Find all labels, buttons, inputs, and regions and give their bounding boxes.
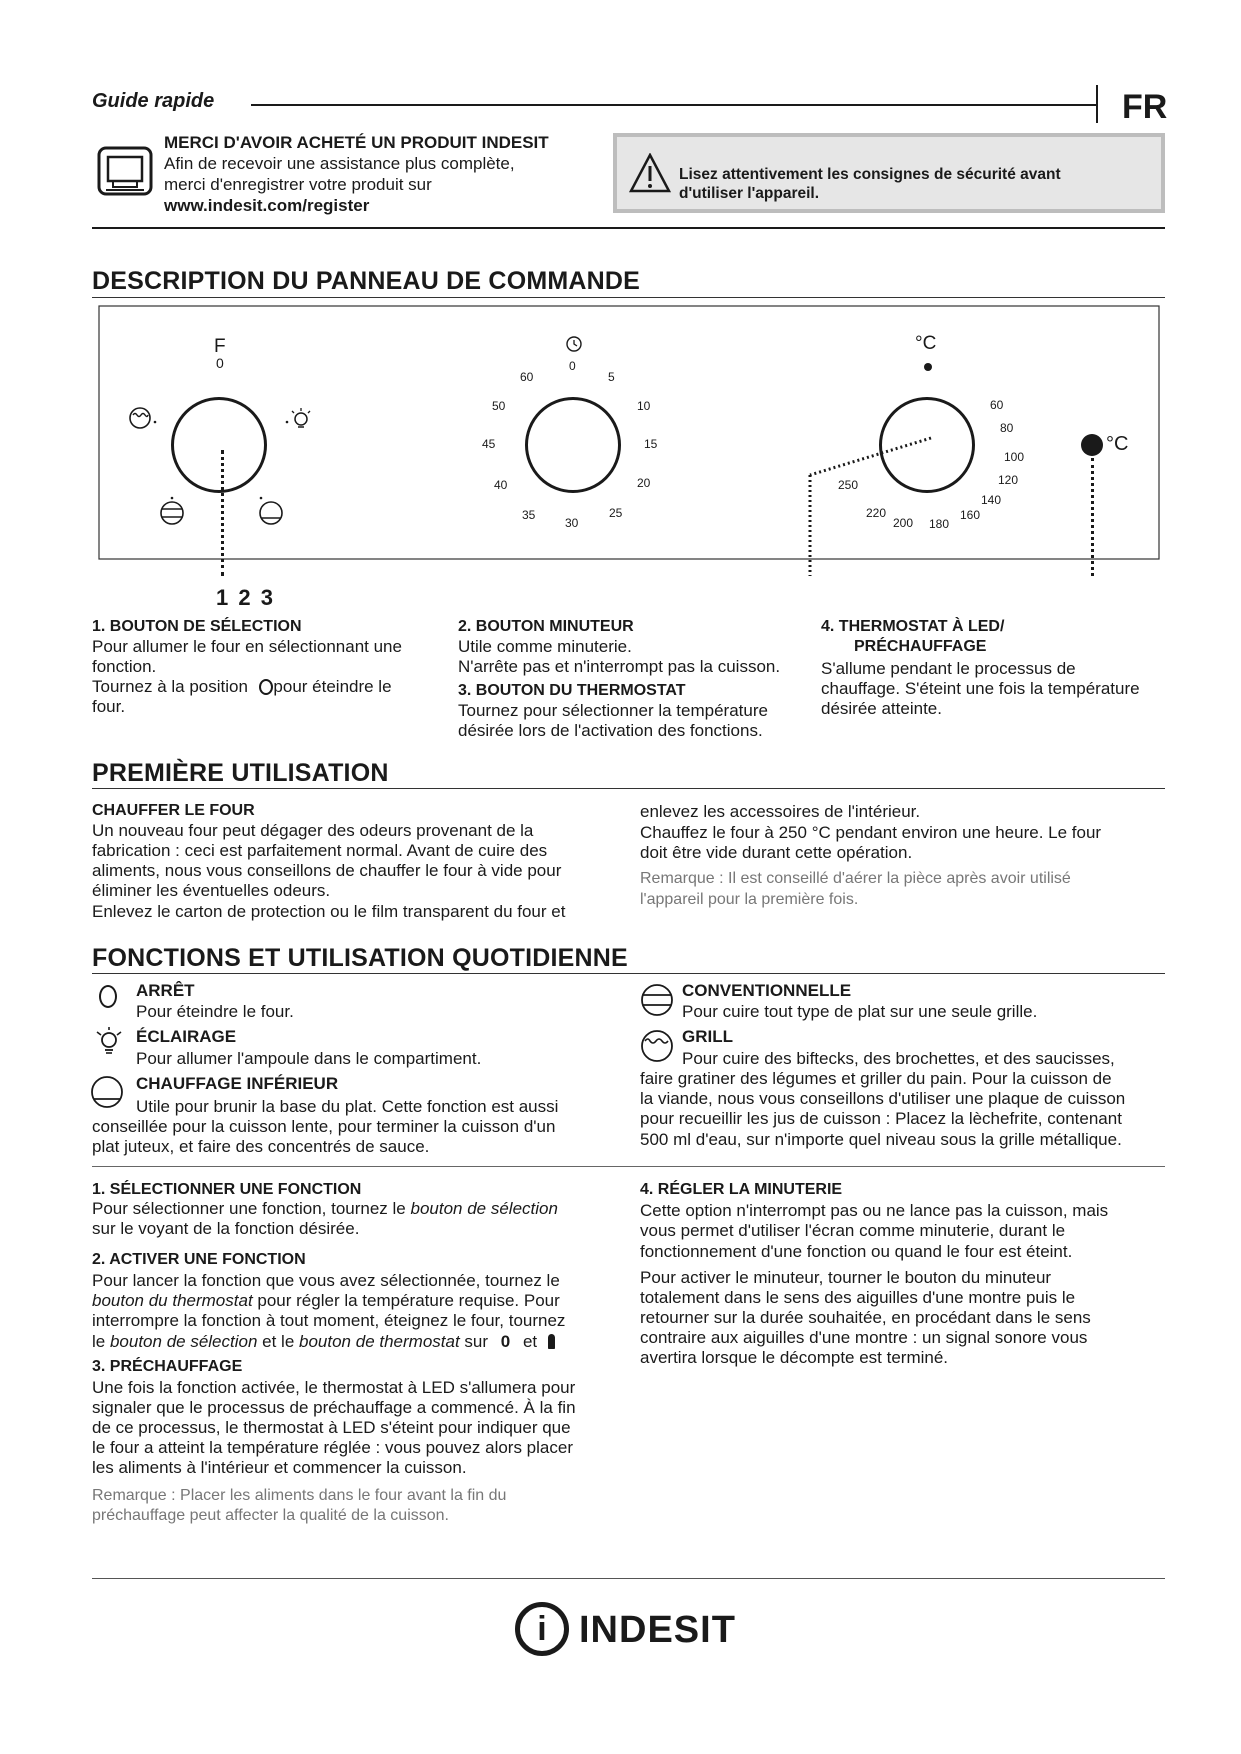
control1-line3-b: pour éteindre le [273,677,392,696]
register-line2: merci d'enregistrer votre produit sur [164,175,432,194]
step3-note-line: Remarque : Placer les aliments dans le four avant la fin du [92,1487,507,1504]
step3-line: signaler que le processus de préchauffage a commencé. À la fin [92,1398,576,1417]
control4-line3: désirée atteinte. [821,699,942,718]
grill-function-icon [640,1029,674,1068]
computer-icon [96,145,154,204]
indesit-logo-mark [515,1602,569,1656]
off-text: Pour éteindre le four. [136,1002,294,1021]
thermo-mark: 120 [998,473,1019,487]
timer-mark: 60 [520,370,534,384]
thermo-mark: 200 [893,516,914,530]
knob-numbers: 1 2 3 [216,585,275,610]
timer-mark: 25 [609,506,623,520]
step1-title: 1. SÉLECTIONNER UNE FONCTION [92,1181,362,1198]
led-dotted-pointer [1091,458,1094,576]
step4-line: vous permet d'utiliser l'écran comme minuterie, durant le [640,1221,1066,1240]
thermostat-index-dot [924,363,932,371]
thermo-mark: 60 [990,398,1004,412]
control1-line2: fonction. [92,657,157,676]
control4-line2: chauffage. S'éteint une fois la température [821,679,1140,698]
thermostat-dotted-pointer [806,430,936,585]
off-icon [99,985,117,1008]
step4-line: avertira lorsque le décompte est terminé. [640,1348,949,1367]
control1-line4: four. [92,697,126,716]
first-use-rule [92,788,1165,789]
step1-line1-a: Pour sélectionner une fonction, tournez le [92,1199,411,1218]
first-use-left-line: Un nouveau four peut dégager des odeurs provenant de la [92,821,534,840]
timer-mark: 10 [637,399,651,413]
lower-heat-line: conseillée pour la cuisson lente, pour terminer la cuisson d'un [92,1117,556,1136]
lower-heat-function-icon [90,1075,124,1114]
first-use-subtitle: CHAUFFER LE FOUR [92,802,255,819]
control2-line2: N'arrête pas et n'interrompt pas la cuisson. [458,657,781,676]
thermo-mark: 160 [960,508,981,522]
first-use-note-line: Remarque : Il est conseillé d'aérer la pièce après avoir utilisé [640,870,1071,887]
warning-box [613,133,1165,213]
register-rule [92,227,1165,229]
control1-line3-a: Tournez à la position [92,677,248,696]
thermo-mark: 250 [838,478,859,492]
conventional-text: Pour cuire tout type de plat sur une seule grille. [682,1002,1038,1021]
grill-line: pour recueillir les jus de cuisson : Placez la lèchefrite, contenant [640,1109,1122,1128]
first-use-left-line: aliments, nous vous conseillons de chauffer le four à vide pour [92,861,562,880]
step4-line: retourner sur la durée souhaitée, en procédant dans le sens [640,1308,1091,1327]
conventional-function-icon [640,983,674,1022]
warning-line1: Lisez attentivement les consignes de sécurité avant [679,166,1061,183]
selector-zero-label: 0 [216,355,224,371]
conventional-title: CONVENTIONNELLE [682,981,852,1000]
grill-line: la viande, nous vous conseillons d'utiliser une plaque de cuisson [640,1089,1126,1108]
warning-triangle-icon [629,153,671,198]
control1-title: 1. BOUTON DE SÉLECTION [92,618,302,635]
conventional-icon [158,495,186,532]
thermostat-off-icon [548,1334,555,1349]
control3-line2: désirée lors de l'activation des fonctions. [458,721,763,740]
selector-dotted-pointer [221,450,224,576]
warning-line2: d'utiliser l'appareil. [679,185,820,202]
timer-mark: 50 [492,399,506,413]
step2-line4-and: et [522,1332,538,1351]
step3-note-line: préchauffage peut affecter la qualité de la cuisson. [92,1507,449,1524]
step1-line1-b: bouton de sélection [410,1199,558,1218]
thermostat-unit: °C [915,333,937,354]
first-use-left-line: Enlevez le carton de protection ou le film transparent du four et [92,902,566,921]
step2-line3: interrompre la fonction à tout moment, éteignez le four, tournez [92,1311,566,1330]
register-url[interactable]: www.indesit.com/register [164,196,370,215]
control1-line3 [92,677,392,698]
step4-line: Pour activer le minuteur, tourner le bouton du minuteur [640,1268,1052,1287]
lower-heat-icon [257,495,285,532]
indesit-logo [515,1600,745,1660]
register-title: MERCI D'AVOIR ACHETÉ UN PRODUIT INDESIT [164,133,549,152]
step2-line4-b: bouton de sélection [109,1332,258,1351]
grill-title: GRILL [682,1027,733,1046]
step1-line2: sur le voyant de la fonction désirée. [92,1219,360,1238]
control2-title: 2. BOUTON MINUTEUR [458,618,634,635]
led-indicator [1081,434,1103,456]
step2-title: 2. ACTIVER UNE FONCTION [92,1251,306,1268]
step2-line4-zero: 0 [500,1332,511,1351]
step2-line2 [92,1291,560,1312]
step4-line: fonctionnement d'une fonction ou quand le four est éteint. [640,1242,1073,1261]
control3-title: 3. BOUTON DU THERMOSTAT [458,682,686,699]
step2-line4-c: et le [257,1332,300,1351]
control4-line1: S'allume pendant le processus de [821,659,1076,678]
step4-line: Cette option n'interrompt pas ou ne lance pas la cuisson, mais [640,1201,1109,1220]
control4-title-line2: PRÉCHAUFFAGE [854,638,987,655]
step2-line4-d: bouton de thermostat [299,1332,460,1351]
panel-title-rule [92,297,1165,298]
register-line1: Afin de recevoir une assistance plus complète, [164,154,515,173]
timer-mark: 30 [565,516,579,530]
guide-label: Guide rapide [92,90,215,112]
lower-heat-line: plat juteux, et faire des concentrés de sauce. [92,1137,430,1156]
thermo-mark: 140 [981,493,1002,507]
grill-line: Pour cuire des biftecks, des brochettes, et des saucisses, [682,1049,1115,1068]
clock-icon [565,335,583,358]
timer-mark: 40 [494,478,508,492]
timer-mark: 45 [482,437,496,451]
thermo-mark: 220 [866,506,887,520]
step3-line: de ce processus, le thermostat à LED s'éteint pour indiquer que [92,1418,571,1437]
light-text: Pour allumer l'ampoule dans le compartiment. [136,1049,482,1068]
first-use-left-line: éliminer les éventuelles odeurs. [92,881,331,900]
thermo-mark: 80 [1000,421,1014,435]
control1-line1: Pour allumer le four en sélectionnant une [92,637,402,656]
control2-line1: Utile comme minuterie. [458,637,632,656]
indesit-logo-text: INDESIT [579,1609,736,1651]
step4-title: 4. RÉGLER LA MINUTERIE [640,1181,843,1198]
step2-line2-a: bouton du thermostat [92,1291,253,1310]
first-use-title: PREMIÈRE UTILISATION [92,759,389,787]
step3-line: les aliments à l'intérieur et commencer la cuisson. [92,1458,467,1477]
timer-mark: 15 [644,437,658,451]
header-rule-tick [1096,85,1098,123]
selector-f-label: F [214,336,226,357]
step2-line4-e: sur [459,1332,489,1351]
timer-knob[interactable] [525,397,621,493]
selector-knob[interactable] [171,397,267,493]
timer-mark: 20 [637,476,651,490]
functions-title: FONCTIONS ET UTILISATION QUOTIDIENNE [92,944,628,972]
first-use-note-line: l'appareil pour la première fois. [640,891,859,908]
lamp-icon [284,405,312,438]
control3-line1: Tournez pour sélectionner la température [458,701,768,720]
step3-title: 3. PRÉCHAUFFAGE [92,1358,243,1375]
functions-bottom-rule [92,1166,1165,1167]
light-title: ÉCLAIRAGE [136,1027,237,1046]
timer-mark: 5 [608,370,615,384]
timer-mark: 35 [522,508,536,522]
header-rule [251,104,1096,106]
first-use-right-line: Chauffez le four à 250 °C pendant environ une heure. Le four [640,823,1102,842]
step2-line4-a: le [92,1332,110,1351]
lower-heat-title: CHAUFFAGE INFÉRIEUR [136,1074,339,1093]
functions-rule [92,973,1165,974]
indesit-logo-letter: i [537,1610,547,1648]
thermo-mark: 180 [929,517,950,531]
panel-section-title: DESCRIPTION DU PANNEAU DE COMMANDE [92,267,641,295]
step3-line: Une fois la fonction activée, le thermostat à LED s'allumera pour [92,1378,576,1397]
thermo-mark: 100 [1004,450,1025,464]
grill-icon [128,406,158,437]
first-use-right-line: enlevez les accessoires de l'intérieur. [640,802,921,821]
language-code: FR [1122,88,1168,126]
step1-line1 [92,1199,558,1220]
step3-line: le four a atteint la température réglée : vous pouvez alors placer [92,1438,573,1457]
lower-heat-line: Utile pour brunir la base du plat. Cette fonction est aussi [136,1097,559,1116]
control4-title-line1: 4. THERMOSTAT À LED/ [821,618,1005,635]
step4-line: contraire aux aiguilles d'une montre : un signal sonore vous [640,1328,1088,1347]
timer-mark: 0 [569,359,576,373]
footer-rule [92,1578,1165,1579]
step4-line: totalement dans le sens des aiguilles d'une montre puis le [640,1288,1076,1307]
grill-line: 500 ml d'eau, sur n'importe quel niveau sous la grille métallique. [640,1130,1122,1149]
off-icon-inline [259,679,273,695]
first-use-left-line: fabrication : ceci est parfaitement normal. Avant de cuire des [92,841,548,860]
step2-line2-b: pour régler la température requise. Pour [252,1291,560,1310]
first-use-right-line: doit être vide durant cette opération. [640,843,913,862]
light-icon [95,1026,123,1061]
off-title: ARRÊT [136,981,195,1000]
led-unit: °C [1106,433,1129,455]
step2-line4 [92,1332,555,1353]
grill-line: faire gratiner des légumes et griller du pain. Pour la cuisson de [640,1069,1112,1088]
step2-line1: Pour lancer la fonction que vous avez sélectionnée, tournez le [92,1271,560,1290]
